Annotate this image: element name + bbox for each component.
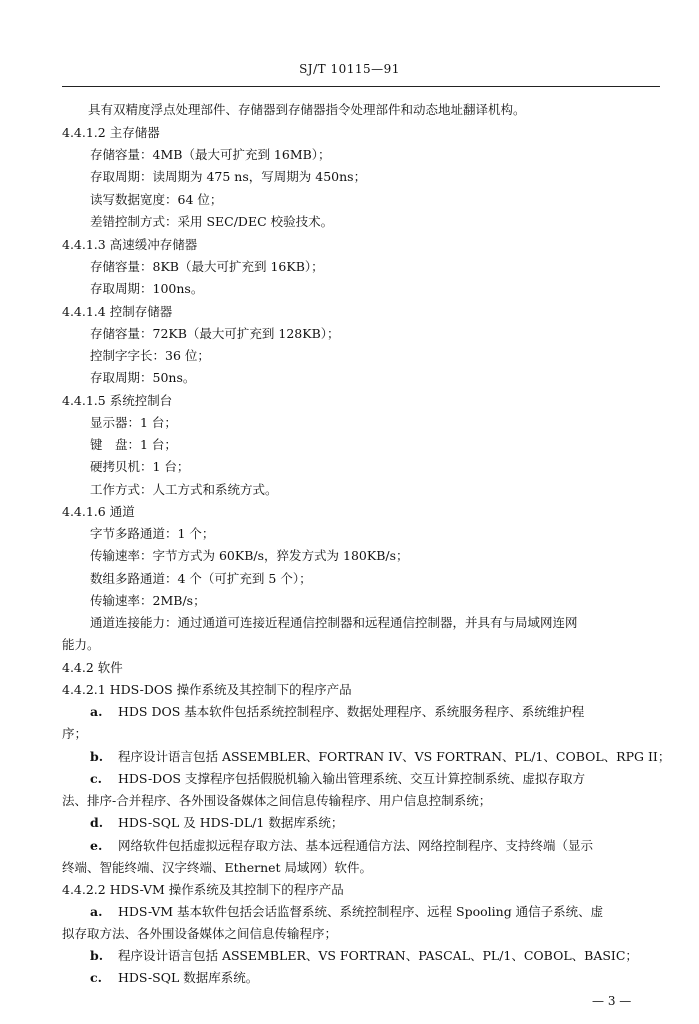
list-item bbox=[90, 904, 603, 920]
section-heading: 4.4.2 软件 bbox=[62, 660, 123, 675]
list-item bbox=[90, 970, 258, 986]
section-heading: 4.4.2.1 HDS-DOS 操作系统及其控制下的程序产品 bbox=[62, 682, 352, 697]
list-item bbox=[90, 749, 670, 765]
text-line: 终端、智能终端、汉字终端、Ethernet 局域网）软件。 bbox=[62, 860, 373, 875]
section-heading: 4.4.1.6 通道 bbox=[62, 504, 135, 519]
section-heading: 4.4.1.2 主存储器 bbox=[62, 125, 160, 140]
item-key: a. bbox=[90, 904, 103, 919]
list-item bbox=[90, 771, 585, 787]
text-line: 能力。 bbox=[62, 637, 100, 652]
section-heading: 4.4.1.4 控制存储器 bbox=[62, 304, 173, 319]
text-line: 存储容量：4MB（最大可扩充到 16MB）； bbox=[90, 147, 331, 162]
text-line: 法、排序-合并程序、各外围设备媒体之间信息传输程序、用户信息控制系统； bbox=[62, 793, 492, 808]
item-text: 程序设计语言包括 ASSEMBLER、VS FORTRAN、PASCAL、PL/1、COBOL、BASIC； bbox=[118, 948, 638, 963]
item-text: HDS-VM 基本软件包括会话监督系统、系统控制程序、远程 Spooling 通信子系统、虚 bbox=[118, 904, 604, 919]
item-text: HDS-SQL 数据库系统。 bbox=[118, 970, 259, 985]
standard-code-header: SJ/T 10115—91 bbox=[299, 62, 400, 76]
text-line: 字节多路通道：1 个； bbox=[90, 526, 215, 541]
item-key: b. bbox=[90, 948, 104, 963]
item-key: d. bbox=[90, 815, 104, 830]
section-heading: 4.4.1.3 高速缓冲存储器 bbox=[62, 237, 198, 252]
item-key: c. bbox=[90, 771, 102, 786]
item-key: c. bbox=[90, 970, 102, 985]
text-line: 读写数据宽度：64 位； bbox=[90, 192, 223, 207]
item-key: b. bbox=[90, 749, 104, 764]
list-item bbox=[90, 704, 584, 720]
text-line: 数组多路通道：4 个（可扩充到 5 个）； bbox=[90, 571, 312, 586]
text-line: 通道连接能力：通过通道可连接近程通信控制器和远程通信控制器，并具有与局域网连网 bbox=[90, 615, 578, 630]
text-line: 硬拷贝机：1 台； bbox=[90, 459, 190, 474]
item-text: 程序设计语言包括 ASSEMBLER、FORTRAN IV、VS FORTRAN、PL/1、COBOL、RPG II； bbox=[118, 749, 671, 764]
text-line: 存取周期：100ns。 bbox=[90, 281, 204, 296]
page-number: — 3 — bbox=[592, 994, 632, 1008]
item-text: HDS-DOS 支撑程序包括假脱机输入输出管理系统、交互计算控制系统、虚拟存取方 bbox=[118, 771, 585, 786]
list-item bbox=[90, 948, 638, 964]
text-line: 键 盘：1 台； bbox=[90, 437, 177, 452]
text-line: 序； bbox=[62, 726, 88, 741]
text-line: 存取周期：读周期为 475 ns，写周期为 450ns； bbox=[90, 169, 367, 184]
section-heading: 4.4.2.2 HDS-VM 操作系统及其控制下的程序产品 bbox=[62, 882, 344, 897]
item-key: a. bbox=[90, 704, 103, 719]
item-text: 网络软件包括虚拟远程存取方法、基本远程通信方法、网络控制程序、支持终端（显示 bbox=[118, 838, 594, 853]
text-line: 存储容量：8KB（最大可扩充到 16KB）； bbox=[90, 259, 324, 274]
text-line: 存取周期：50ns。 bbox=[90, 370, 196, 385]
text-line: 拟存取方法、各外围设备媒体之间信息传输程序； bbox=[62, 926, 338, 941]
section-heading: 4.4.1.5 系统控制台 bbox=[62, 393, 173, 408]
text-line: 传输速率：字节方式为 60KB/s，猝发方式为 180KB/s； bbox=[90, 548, 409, 563]
text-line: 控制字字长：36 位； bbox=[90, 348, 210, 363]
text-line: 差错控制方式：采用 SEC/DEC 校验技术。 bbox=[90, 214, 334, 229]
text-line: 存储容量：72KB（最大可扩充到 128KB）； bbox=[90, 326, 340, 341]
text-line: 工作方式：人工方式和系统方式。 bbox=[90, 482, 278, 497]
item-key: e. bbox=[90, 838, 103, 853]
text-line: 传输速率：2MB/s； bbox=[90, 593, 206, 608]
list-item bbox=[90, 838, 593, 854]
text-line: 具有双精度浮点处理部件、存储器到存储器指令处理部件和动态地址翻译机构。 bbox=[88, 102, 526, 117]
list-item bbox=[90, 815, 343, 831]
item-text: HDS-SQL 及 HDS-DL/1 数据库系统； bbox=[118, 815, 344, 830]
text-line: 显示器：1 台； bbox=[90, 415, 177, 430]
item-text: HDS DOS 基本软件包括系统控制程序、数据处理程序、系统服务程序、系统维护程 bbox=[118, 704, 585, 719]
header-rule bbox=[62, 86, 660, 87]
